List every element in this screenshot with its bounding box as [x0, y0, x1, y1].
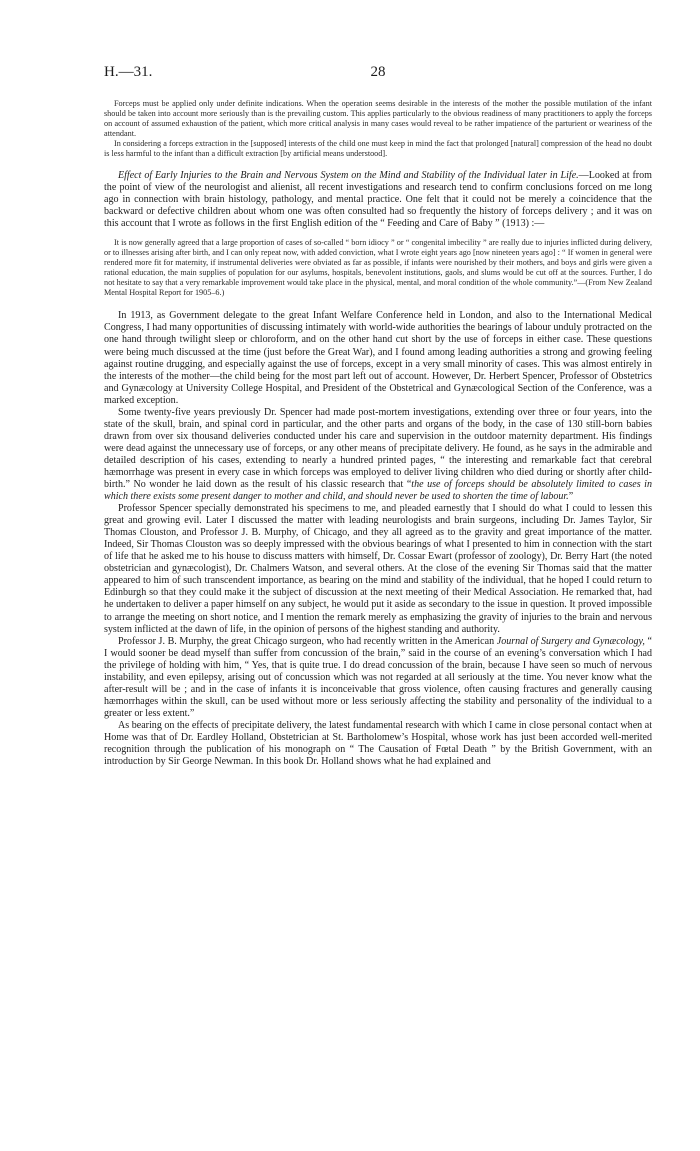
section-heading: Effect of Early Injuries to the Brain and Nervous System on the Mind and Stability of the Individual later in Life. [118, 169, 579, 181]
page-number: 28 [370, 64, 386, 80]
paragraph-1: In 1913, as Government delegate to the great Infant Welfare Conference held in London, and also to the International Medical Congress, I had many opportunities of discussing intimately with world-wide authorities the bearings of labour unduly protracted on the one hand through twilight sleep or chloroform, and on the other hand cut short by the use of forceps in either case. These questions were being much discussed at the time (just before the Great War), and I found among leading authorities a strong and growing feeling against routine drugging, and especially against the use of forceps, except in a very small minority of cases. This was almost entirely in the interests of the mother—the child being for the most part left out of account. However, Dr. Herbert Spencer, Professor of Obstetrics and Gynæcology at University College Hospital, and President of the Obstetrical and Gynæcological Section of the Conference, was a marked exception. [104, 310, 652, 406]
block-quotation: It is now generally agreed that a large proportion of cases of so-called “ born idiocy ” or “ congenital imbecility ” are really due to injuries inflicted during delivery, or to illnesses arising after birth, and I can only repeat now, with added conviction, what I wrote eight years ago [now nineteen years ago] : “ If women in general were rendered more fit for maternity, if instrumental deliveries were obviated as far as possible, if infants were nourished by their mothers, and boys and girls were given a rational education, the main supplies of population for our asylums, hospitals, benevolent institutions, gaols, and slums would be cut off at the sources. Further, I do not hesitate to say that a very remarkable improvement would take place in the physical, mental, and moral condition of the whole community.”—(From New Zealand Mental Hospital Report for 1905–6.) [104, 237, 652, 298]
paragraph-2-end: ” [568, 491, 574, 503]
paragraph-4-before: Professor J. B. Murphy, the great Chicago surgeon, who had recently written in the American [118, 635, 495, 647]
section-lead: —Looked at from the point of view of the neurologist and alienist, all recent investigations and research tend to confirm conclusions forced on me long ago in connection with brain histology, pathology, and mental practice. One felt that it could not be merely a coincidence that the backward or defective children about whom one was often consulted had so frequently the history of forceps delivery ; and it was on this account that I wrote as follows in the first English edition of the “ Feeding and Care of Baby ” (1913) :— [104, 169, 652, 229]
page-body [104, 99, 652, 768]
paragraph-2 [104, 407, 652, 503]
paragraph-3: Professor Spencer specially demonstrated his specimens to me, and pleaded earnestly that I should do what I could to lessen this great and growing evil. Later I discussed the matter with leading neurologists and brain surgeons, including Dr. James Taylor, Sir Thomas Clouston, and Professor J. B. Murphy, of Chicago, and they all agreed as to the gravity and great importance of the matter. Indeed, Sir Thomas Clouston was so deeply impressed with the obvious bearings of what I presented to him in connection with the start of life that he asked me to his house to discuss matters with himself, Dr. Cossar Ewart (professor of zoology), Dr. Berry Hart (the noted obstetrician and gynæcologist), Dr. Chalmers Watson, and several others. At the close of the evening Sir Thomas said that the matter appeared to him of such transcendent importance, as bearing on the mind and stability of the individual, that he hoped I could return to Edinburgh so that they could make it the subject of discussion at the next meeting of their Medical Association. He remarked that, had he undertaken to deliver a paper himself on any subject, he would put it aside as secondary to the issue in question. It proved impossible to arrange the meeting on short notice, and I mention the remark merely as emphasizing the gravity of injuries to the brain and nervous system inflicted at the dawn of life, in the opinion of persons of the highest standing and authority. [104, 503, 652, 635]
paragraph-4-journal: Journal of Surgery and Gynæcology, [496, 635, 645, 647]
section-paragraph [104, 170, 652, 230]
intro-note-1: Forceps must be applied only under definite indications. When the operation seems desirable in the interests of the mother the possible mutilation of the infant should be taken into account more seriously than is the prevailing custom. This applies particularly to the obvious readiness of many practitioners to apply the forceps on account of assumed exhaustion of the patient, which more critical analysis in many cases would reveal to be rather impatience of the parturient or weariness of the attendant. [104, 99, 652, 139]
page-header [104, 64, 652, 86]
paragraph-5: As bearing on the effects of precipitate delivery, the latest fundamental research with which I came in close personal contact when at Home was that of Dr. Eardley Holland, Obstetrician at St. Bartholomew’s Hospital, whose work has just been accorded well-merited recognition through the publication of his monograph on “ The Causation of Fœtal Death ” by the British Government, with an introduction by Sir George Newman. In this book Dr. Holland shows what he had explained and [104, 719, 652, 768]
paragraph-4 [104, 636, 652, 720]
paragraph-2-italic: the use of forceps should be absolutely limited to cases in which there exists some present danger to mother and child, and should never be used to shorten the time of labour. [104, 479, 652, 503]
paragraph-4-after: “ I would sooner be dead myself than suffer from concussion of the brain,” said in the course of an evening’s conversation which I had the privilege of holding with him, “ Yes, that is quite true. I do dread concussion of the brain, because I have seen so much of nervous instability, and even epilepsy, arising out of concussion which was not regarded at all seriously at the time. You never know what the after-result will be ; and in the case of infants it is inconceivable that gross violence, often causing fractures and generally causing hæmorrhages within the skull, can be used without more or less seriously affecting the stability and personality of the individual to a greater or less extent.” [104, 635, 653, 719]
paragraph-2-text: Some twenty-five years previously Dr. Spencer had made post-mortem investigations, extending over three or four years, into the state of the skull, brain, and spinal cord in particular, and the other parts and organs of the body, in the case of 130 still-born babies drawn from over six thousand deliveries conducted under his care and supervision in the outdoor maternity department. His findings were dead against the unnecessary use of forceps, or any other means of precipitate delivery. He found, as he says in the admirable and detailed description of his cases, extending to nearly a hundred printed pages, “ the interesting and remarkable fact that cerebral hæmorrhage was present in every case in which forceps was employed to deliver living children who died during or shortly after child-birth.” No wonder he laid down as the result of his classic research that “ [104, 406, 652, 491]
intro-note-2: In considering a forceps extraction in the [supposed] interests of the child one must keep in mind the fact that prolonged [natural] compression of the head no doubt is less harmful to the infant than a difficult extraction [by artificial means understood]. [104, 139, 652, 159]
page-reference: H.—31. [104, 64, 153, 80]
